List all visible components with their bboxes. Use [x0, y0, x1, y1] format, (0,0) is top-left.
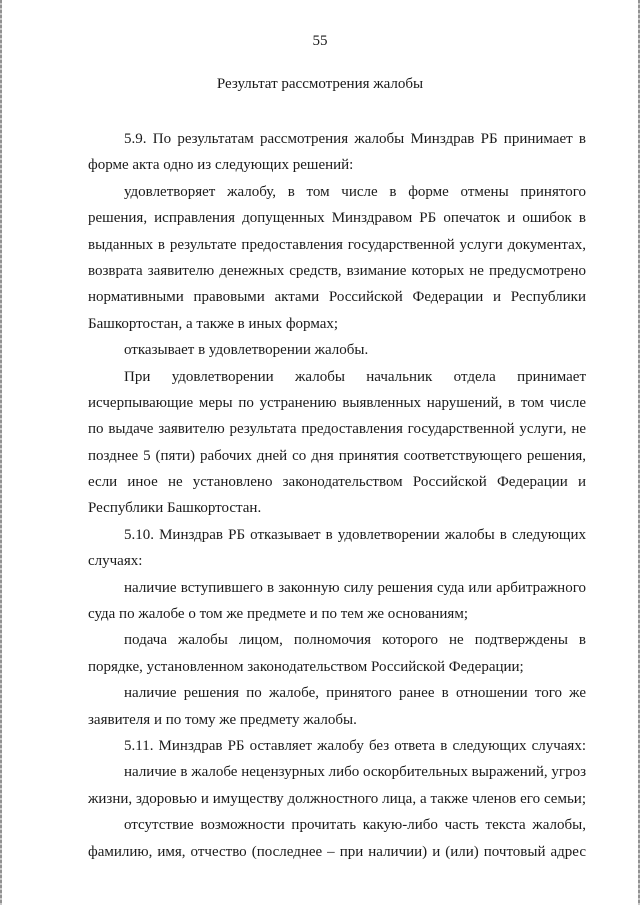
text-line: отказывает в удовлетворении жалобы. — [124, 342, 369, 359]
text-line: 5.11. Минздрав РБ оставляет жалобу без ответа в следующих случаях: — [124, 737, 586, 754]
text-line: наличие вступившего в законную силу решения суда или арбитражного — [124, 579, 586, 596]
text-line: нормативными правовыми актами Российской Федерации и Республики — [88, 289, 586, 306]
text-line: позднее 5 (пяти) рабочих дней со дня принятия соответствующего решения, — [88, 447, 586, 464]
text-line: заявителя и по тому же предмету жалобы. — [88, 711, 357, 728]
text-line: решения, исправления допущенных Минздравом РБ опечаток и ошибок в — [88, 210, 586, 227]
text-line: Башкортостан, а также в иных формах; — [88, 315, 339, 332]
text-line: выданных в результате предоставления государственной услуги документах, — [88, 236, 586, 253]
text-line: подача жалобы лицом, полномочия которого не подтверждены в — [124, 632, 586, 649]
text-line: При удовлетворении жалобы начальник отдела принимает — [124, 368, 586, 385]
text-line: если иное не установлено законодательством Российской Федерации и — [88, 474, 586, 491]
text-line: 5.10. Минздрав РБ отказывает в удовлетворении жалобы в следующих — [124, 526, 586, 543]
body-text — [88, 126, 586, 865]
text-line: жизни, здоровью и имуществу должностного лица, а также членов его семьи; — [88, 790, 586, 807]
section-title: Результат рассмотрения жалобы — [216, 76, 424, 92]
text-line: исчерпывающие меры по устранению выявленных нарушений, в том числе — [88, 394, 586, 411]
text-line: фамилию, имя, отчество (последнее – при наличии) и (или) почтовый адрес — [88, 843, 586, 860]
text-line: возврата заявителю денежных средств, взимание которых не предусмотрено — [88, 262, 586, 279]
text-line: порядке, установленном законодательством Российской Федерации; — [88, 658, 524, 675]
page-number: 55 — [312, 33, 328, 49]
text-line: 5.9. По результатам рассмотрения жалобы Минздрав РБ принимает в — [124, 131, 586, 147]
text-line: удовлетворяет жалобу, в том числе в форме отмены принятого — [124, 183, 586, 200]
text-line: форме акта одно из следующих решений: — [88, 157, 354, 174]
text-line: отсутствие возможности прочитать какую-либо часть текста жалобы, — [124, 817, 586, 834]
scan-edge-left — [0, 0, 2, 905]
text-line: суда по жалобе о том же предмете и по тем же основаниям; — [88, 606, 468, 623]
text-line: наличие решения по жалобе, принятого ранее в отношении того же — [124, 685, 586, 702]
text-line: наличие в жалобе нецензурных либо оскорбительных выражений, угроз — [124, 764, 586, 781]
text-line: Республики Башкортостан. — [88, 500, 262, 517]
text-line: случаях: — [88, 553, 143, 570]
text-line: по выдаче заявителю результата предоставления государственной услуги, не — [88, 421, 586, 438]
